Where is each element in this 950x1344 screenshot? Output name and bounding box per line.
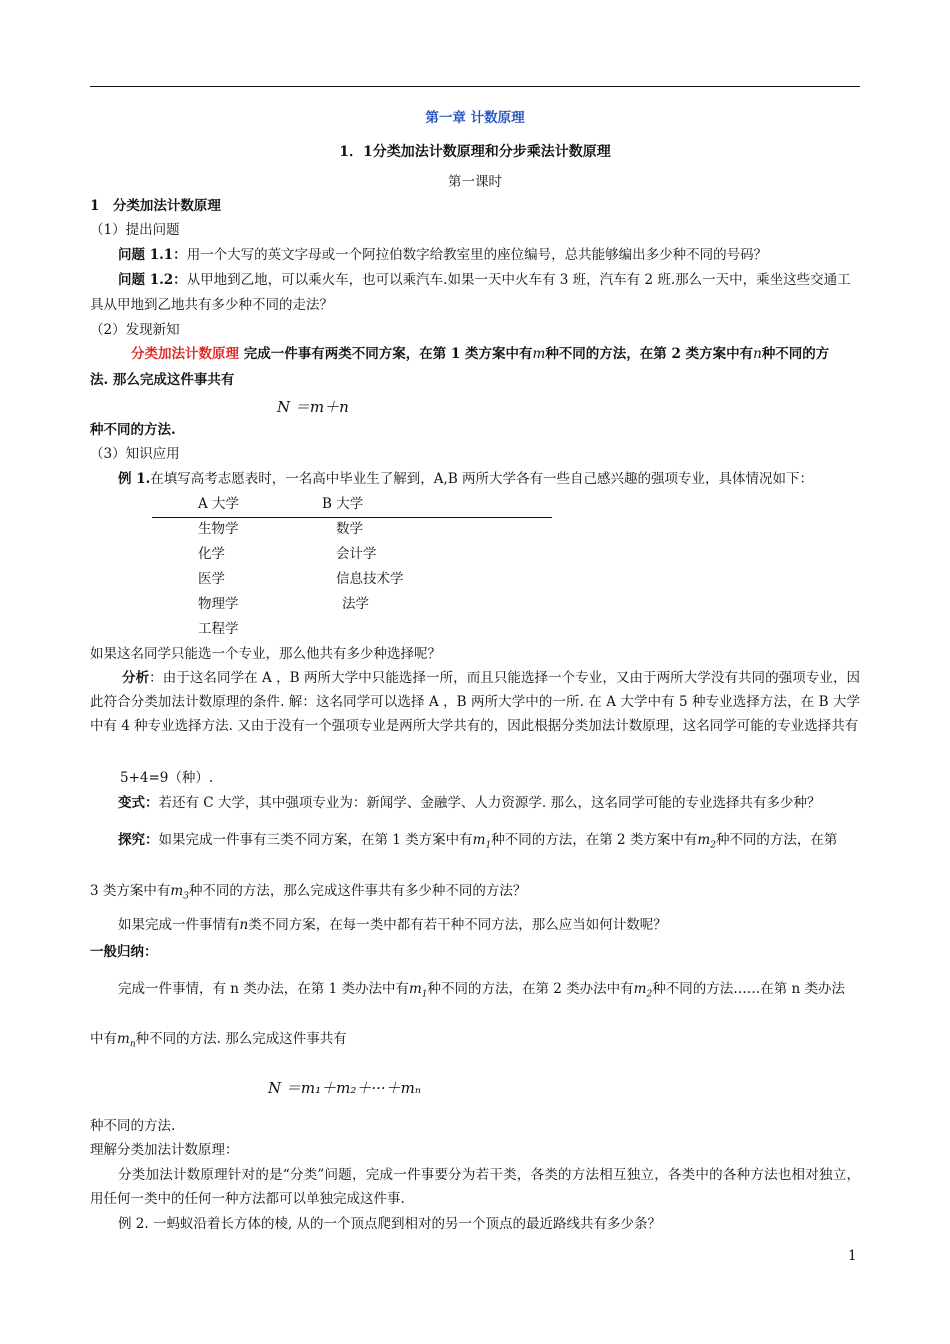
table-cell-b: 信息技术学 — [336, 571, 404, 587]
analysis-paragraph — [90, 666, 860, 738]
table-cell-a: 工程学 — [198, 621, 239, 637]
question-text: 用一个大写的英文字母或一个阿拉伯数字给教室里的座位编号，总共能够编出多少种不同的号码？ — [186, 247, 768, 263]
table-cell-b: 数学 — [336, 521, 363, 537]
analysis-label: 分析 — [122, 670, 150, 686]
table-header-b: B 大学 — [322, 496, 364, 512]
general-text: 种不同的方法，在第 2 类办法中有 — [427, 981, 634, 997]
example-2: 例 2. 一蚂蚁沿着长方体的棱, 从的一个顶点爬到相对的另一个顶点的最近路线共有多少条？ — [118, 1216, 662, 1232]
variant — [118, 793, 821, 813]
explore-text: 种不同的方法，在第 2 类方案中有 — [491, 832, 698, 848]
section-title: 1．1分类加法计数原理和分步乘法计数原理 — [339, 144, 611, 160]
chapter-title: 第一章 计数原理 — [425, 110, 525, 126]
question-text: 从甲地到乙地，可以乘火车，也可以乘汽车.如果一天中火车有 3 班，汽车有 2 班.那么一天中，乘坐这些交通工 — [186, 272, 851, 288]
explore — [118, 830, 837, 856]
explore-cont — [90, 881, 526, 907]
section-heading: 1 分类加法计数原理 — [90, 198, 221, 214]
step-2-label: （2）发现新知 — [90, 322, 180, 338]
example-label: 例 1. — [118, 471, 151, 487]
principle-text: 种不同的方法，在第 2 类方案中有 — [545, 346, 754, 362]
general-text: 完成一件事情，有 n 类办法，在第 1 类办法中有 — [118, 981, 409, 997]
table-cell-b: 法学 — [342, 596, 369, 612]
page-number: 1 — [848, 1248, 857, 1264]
step-1-label: （1）提出问题 — [90, 222, 180, 238]
table-cell-b: 会计学 — [336, 546, 377, 562]
principle-name: 分类加法计数原理 — [131, 346, 239, 362]
principle-text: 完成一件事有两类不同方案，在第 1 类方案中有 — [243, 346, 533, 362]
understand-paragraph: 分类加法计数原理针对的是“分类”问题，完成一件事要分为若干类，各类的方法相互独立，各类中的各种方法也相对独立，用任何一类中的任何一种方法都可以单独完成这件事. — [90, 1167, 860, 1207]
var-mn: $m_n$ — [117, 1031, 136, 1050]
principle-text: 种不同的方 — [761, 346, 830, 362]
general-heading: 一般归纳： — [90, 944, 158, 960]
step-3-label: （3）知识应用 — [90, 446, 180, 462]
explore-text: 种不同的方法，那么完成这件事共有多少种不同的方法？ — [188, 883, 527, 899]
explore-label: 探究： — [118, 832, 159, 848]
variant-label: 变式： — [118, 795, 159, 811]
explore-text: 如果完成一件事有三类不同方案，在第 1 类方案中有 — [158, 832, 473, 848]
principle-statement — [131, 344, 829, 364]
general-text: 中有 — [90, 1031, 117, 1047]
question-text: 如果完成一件事情有 — [118, 917, 240, 933]
table-cell-a: 化学 — [198, 546, 225, 562]
formula-sum: N ＝m＋n — [277, 398, 349, 416]
example-question: 如果这名同学只能选一个专业，那么他共有多少种选择呢？ — [90, 646, 441, 662]
var-n: n — [239, 917, 249, 933]
explore-text: 3 类方案中有 — [90, 883, 171, 899]
lesson-label: 第一课时 — [448, 174, 502, 190]
var-m1: $m_1$ — [472, 832, 492, 851]
general-line-1 — [118, 979, 845, 1005]
analysis-result: 5+4=9（种）. — [120, 770, 214, 786]
var-m1: $m_1$ — [408, 981, 428, 1000]
var-m3: $m_3$ — [170, 883, 189, 902]
header-rule — [90, 86, 860, 87]
table-cell-a: 医学 — [198, 571, 225, 587]
var-m2: $m_2$ — [633, 981, 653, 1000]
question-label: 问题 1.2： — [118, 272, 187, 288]
var-n: n — [753, 346, 762, 362]
question-text: 类不同方案，在每一类中都有若干种不同方法，那么应当如何计数呢？ — [248, 917, 667, 933]
understand-heading: 理解分类加法计数原理： — [90, 1142, 239, 1158]
general-line-2 — [90, 1029, 347, 1055]
variant-text: 若还有 C 大学，其中强项专业为：新闻学、金融学、人力资源学. 那么，这名同学可能的专业选择共有多少种？ — [158, 795, 821, 811]
question-1-2-cont: 具从甲地到乙地共有多少种不同的走法？ — [90, 297, 333, 313]
example-1 — [118, 469, 813, 489]
example-text: 在填写高考志愿表时，一名高中毕业生了解到，A,B 两所大学各有一些自己感兴趣的强项专业，具体情况如下： — [150, 471, 814, 487]
question-1-2 — [118, 270, 851, 290]
table-cell-a: 物理学 — [198, 596, 239, 612]
principle-statement-cont: 法. 那么完成这件事共有 — [90, 372, 235, 388]
var-m: m — [532, 346, 546, 362]
principle-end: 种不同的方法. — [90, 422, 176, 438]
general-text: 种不同的方法……在第 n 类办法 — [652, 981, 845, 997]
general-end: 种不同的方法. — [90, 1118, 176, 1134]
formula-general: N ＝m₁＋m₂＋···＋mₙ — [268, 1079, 421, 1097]
question-3 — [118, 915, 667, 935]
analysis-text: ：由于这名同学在 A ，B 两所大学中只能选择一所，而且只能选择一个专业，又由于两所大学没有共同的强项专业，因此符合分类加法计数原理的条件. 解：这名同学可以选择 A ，B 两所大学中的一所. 在 A 大学中有 5 种专业选择方法，在 B 大学中有 4 种专业选择方法. 又由于没有一个强项专业是两所大学共有的，因此根据分类加法计数原理，这名同学可能的专业选择共有 — [90, 670, 861, 734]
question-1-1 — [118, 245, 767, 265]
table-header-a: A 大学 — [198, 496, 240, 512]
general-text: 种不同的方法. 那么完成这件事共有 — [135, 1031, 347, 1047]
table-cell-a: 生物学 — [198, 521, 239, 537]
question-label: 问题 1.1： — [118, 247, 187, 263]
table-rule — [152, 517, 552, 518]
explore-text: 种不同的方法，在第 — [715, 832, 838, 848]
var-m2: $m_2$ — [697, 832, 716, 851]
